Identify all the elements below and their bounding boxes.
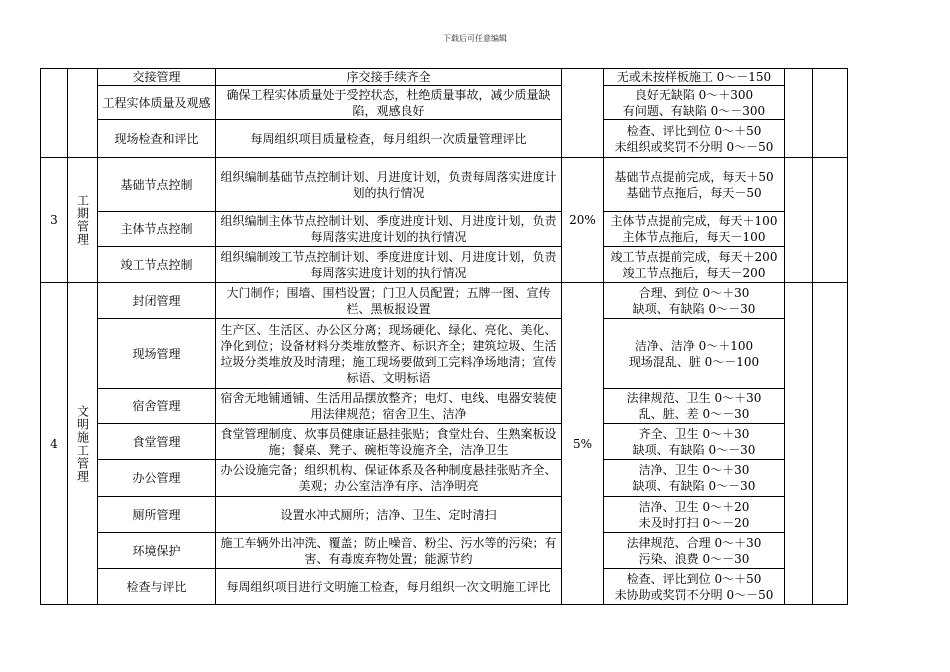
extra-cell (813, 158, 848, 283)
item-cell: 厕所管理 (98, 497, 216, 533)
item-cell: 食堂管理 (98, 424, 216, 460)
requirement-cell: 设置水冲式厕所；洁净、卫生、定时清扫 (216, 497, 562, 533)
score-cell: 主体节点提前完成，每天＋100 主体节点拖后，每天－100 (604, 212, 785, 247)
assessment-table (40, 68, 848, 605)
extra-cell (785, 69, 813, 158)
requirement-cell: 组织编制竣工节点控制计划、季度进度计划、月进度计划，负责每周落实进度计划的执行情况 (216, 247, 562, 283)
requirement-cell: 生产区、生活区、办公区分离；现场硬化、绿化、亮化、美化、净化到位；设备材料分类堆放整齐、标识齐全；建筑垃圾、生活垃圾分类堆放及时清理；施工现场要做到工完料净场地清；宣传标语、文明标语 (216, 319, 562, 389)
section-label-text: 工期管理 (75, 194, 90, 246)
score-cell: 合理、到位 0～＋30 缺项、有缺陷 0～－30 (604, 283, 785, 319)
score-cell: 法律规范、卫生 0～＋30 乱、脏、差 0～－30 (604, 389, 785, 424)
score-cell: 基础节点提前完成，每天＋50 基础节点拖后，每天－50 (604, 158, 785, 212)
requirement-cell: 食堂管理制度、炊事员健康证悬挂张贴；食堂灶台、生熟案板设施；餐桌、凳子、碗柜等设施齐全，洁净卫生 (216, 424, 562, 460)
score-cell: 竣工节点提前完成，每天＋200 竣工节点拖后，每天－200 (604, 247, 785, 283)
section-label-text: 文明施工管理 (75, 404, 90, 483)
score-cell: 无或未按样板施工 0～－150 (604, 69, 785, 86)
score-cell: 齐全、卫生 0～＋30 缺项、有缺陷 0～－30 (604, 424, 785, 460)
requirement-cell: 大门制作；围墙、围档设置；门卫人员配置；五牌一图、宣传栏、黑板报设置 (216, 283, 562, 319)
item-cell: 宿舍管理 (98, 389, 216, 424)
item-cell: 交接管理 (98, 69, 216, 86)
score-cell: 洁净、卫生 0～＋30 缺项、有缺陷 0～－30 (604, 460, 785, 497)
page-header: 下载后可任意编辑 (443, 34, 507, 43)
item-cell: 检查与评比 (98, 569, 216, 605)
extra-cell (785, 158, 813, 283)
score-cell: 检查、评比到位 0～＋50 未协助或奖罚不分明 0～－50 (604, 569, 785, 605)
requirement-cell: 宿舍无地铺通铺、生活用品摆放整齐；电灯、电线、电器安装使用法律规范；宿舍卫生、洁净 (216, 389, 562, 424)
item-cell: 竣工节点控制 (98, 247, 216, 283)
requirement-cell: 每周组织项目进行文明施工检查，每月组织一次文明施工评比 (216, 569, 562, 605)
weight-cell: 20% (562, 158, 604, 283)
item-cell: 现场管理 (98, 319, 216, 389)
section-number: 4 (41, 283, 68, 605)
item-cell: 办公管理 (98, 460, 216, 497)
score-cell: 检查、评比到位 0～＋50 未组织或奖罚不分明 0～－50 (604, 120, 785, 158)
extra-cell (785, 283, 813, 605)
requirement-cell: 办公设施完备；组织机构、保证体系及各种制度悬挂张贴齐全、美观；办公室洁净有序、洁净明亮 (216, 460, 562, 497)
section-label (68, 158, 98, 283)
requirement-cell: 组织编制基础节点控制计划、月进度计划，负责每周落实进度计划的执行情况 (216, 158, 562, 212)
score-cell: 洁净、洁净 0～＋100 现场混乱、脏 0～－100 (604, 319, 785, 389)
section-num-cell (41, 69, 68, 158)
requirement-cell: 每周组织项目质量检查，每月组织一次质量管理评比 (216, 120, 562, 158)
score-cell: 法律规范、合理 0～＋30 污染、浪费 0～－30 (604, 533, 785, 569)
item-cell: 环境保护 (98, 533, 216, 569)
section-label (68, 283, 98, 605)
weight-cell (562, 69, 604, 158)
item-cell: 工程实体质量及观感 (98, 86, 216, 120)
item-cell: 主体节点控制 (98, 212, 216, 247)
item-cell: 现场检查和评比 (98, 120, 216, 158)
score-cell: 良好无缺陷 0～＋300 有问题、有缺陷 0～－300 (604, 86, 785, 120)
requirement-cell: 确保工程实体质量处于受控状态，杜绝质量事故，减少质量缺陷，观感良好 (216, 86, 562, 120)
score-cell: 洁净、卫生 0～＋20 未及时打扫 0～－20 (604, 497, 785, 533)
weight-cell: 5% (562, 283, 604, 605)
item-cell: 基础节点控制 (98, 158, 216, 212)
requirement-cell: 组织编制主体节点控制计划、季度进度计划、月进度计划，负责每周落实进度计划的执行情况 (216, 212, 562, 247)
item-cell: 封闭管理 (98, 283, 216, 319)
section-number: 3 (41, 158, 68, 283)
extra-cell (813, 283, 848, 605)
requirement-cell: 序交接手续齐全 (216, 69, 562, 86)
requirement-cell: 施工车辆外出冲洗、覆盖；防止噪音、粉尘、污水等的污染；有害、有毒废弃物处置；能源节约 (216, 533, 562, 569)
extra-cell (813, 69, 848, 158)
section-label-cell (68, 69, 98, 158)
